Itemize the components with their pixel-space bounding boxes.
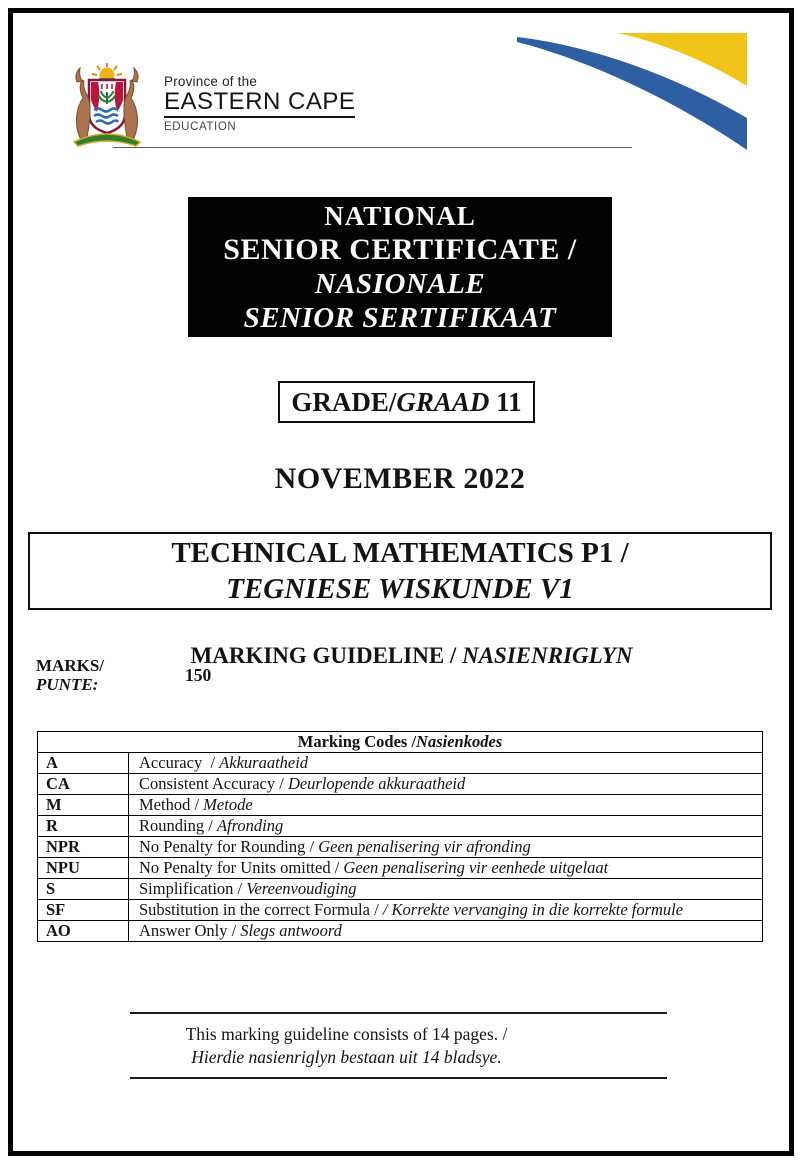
description-cell [129, 921, 763, 942]
description-af: Deurlopende akkuraatheid [287, 774, 466, 793]
table-row [38, 900, 763, 921]
table-row [38, 816, 763, 837]
code-cell: SF [38, 900, 129, 921]
department-logotype [164, 74, 355, 133]
marking-codes-table [37, 731, 763, 942]
description-en: Simplification / [139, 879, 247, 898]
logo-name-text: EASTERN CAPE [164, 89, 355, 118]
total-marks-value: 150 [185, 665, 212, 685]
guideline-label-af: NASIENRIGLYN [462, 643, 633, 668]
description-cell [129, 900, 763, 921]
grade-box [278, 381, 535, 423]
exam-session-heading: NOVEMBER 2022 [274, 462, 526, 495]
code-cell: AO [38, 921, 129, 942]
grade-label-af: GRAAD [396, 386, 490, 417]
page-count-line-af: Hierdie nasienriglyn bestaan uit 14 bladsye. [191, 1046, 502, 1067]
table-title-en: Marking Codes / [297, 732, 417, 751]
table-row [38, 879, 763, 900]
description-cell [129, 753, 763, 774]
marking-guideline-heading [0, 617, 800, 695]
table-row [38, 774, 763, 795]
marks-label-en: MARKS/ [36, 656, 104, 675]
corner-swoosh-icon [510, 30, 750, 152]
guideline-label-en: MARKING GUIDELINE / [190, 643, 463, 668]
marking-codes-table-body [38, 753, 763, 942]
logo-province-text: Province of the [164, 74, 258, 89]
description-en: Method / [139, 795, 204, 814]
table-row [38, 921, 763, 942]
description-af: / Korrekte vervanging in die korrekte formule [382, 900, 684, 919]
certificate-line-nasionale: NASIONALE [314, 268, 486, 300]
description-en: No Penalty for Units omitted / [139, 858, 344, 877]
certificate-line-national: NATIONAL [324, 201, 476, 231]
code-cell: M [38, 795, 129, 816]
certificate-title-box [188, 197, 612, 337]
table-row [38, 858, 763, 879]
description-cell [129, 795, 763, 816]
marks-label [36, 656, 104, 694]
table-title-cell [38, 732, 763, 753]
logo-department-text: EDUCATION [164, 121, 237, 134]
description-cell [129, 879, 763, 900]
description-af: Geen penalisering vir afronding [318, 837, 531, 856]
description-af: Afronding [216, 816, 284, 835]
grade-number: 11 [489, 386, 522, 417]
table-header-row [38, 732, 763, 753]
code-cell: A [38, 753, 129, 774]
marks-label-af: PUNTE: [36, 675, 99, 694]
table-title-af: Nasienkodes [416, 732, 503, 751]
description-en: Rounding / [139, 816, 217, 835]
code-cell: R [38, 816, 129, 837]
description-af: Slegs antwoord [240, 921, 342, 940]
grade-label-en: GRADE/ [291, 386, 397, 417]
description-en: Accuracy / [139, 753, 220, 772]
table-row [38, 753, 763, 774]
description-en: Answer Only / [139, 921, 241, 940]
description-cell [129, 858, 763, 879]
certificate-line-senior-sertifikaat: SENIOR SERTIFIKAAT [243, 302, 557, 334]
subject-line-en: TECHNICAL MATHEMATICS P1 / [171, 537, 629, 569]
description-af: Akkuraatheid [219, 753, 309, 772]
table-row [38, 795, 763, 816]
subject-title-box [28, 532, 772, 610]
description-cell [129, 774, 763, 795]
certificate-line-senior-certificate: SENIOR CERTIFICATE / [223, 233, 577, 266]
page-count-note [130, 1012, 667, 1079]
code-cell: NPR [38, 837, 129, 858]
page-count-line-en: This marking guideline consists of 14 pages. / [185, 1023, 508, 1044]
description-en: Substitution in the correct Formula / [139, 900, 383, 919]
subject-line-af: TEGNIESE WISKUNDE V1 [226, 573, 574, 605]
code-cell: NPU [38, 858, 129, 879]
description-en: Consistent Accuracy / [139, 774, 288, 793]
table-row [38, 837, 763, 858]
code-cell: CA [38, 774, 129, 795]
description-af: Metode [203, 795, 253, 814]
description-cell [129, 816, 763, 837]
description-af: Vereenvoudiging [246, 879, 357, 898]
description-af: Geen penalisering vir eenhede uitgelaat [343, 858, 609, 877]
shield [89, 80, 125, 133]
description-cell [129, 837, 763, 858]
code-cell: S [38, 879, 129, 900]
eastern-cape-coat-of-arms-icon [56, 62, 158, 154]
description-en: No Penalty for Rounding / [139, 837, 319, 856]
page-count-note-text [186, 1023, 508, 1069]
